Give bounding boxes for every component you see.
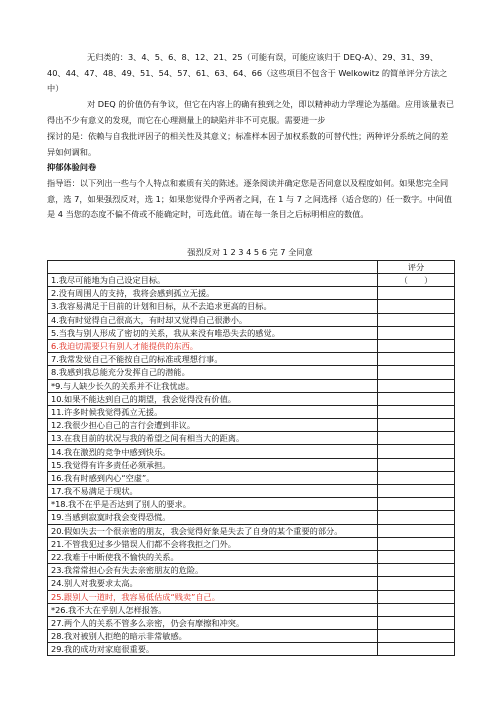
score-cell[interactable] (378, 445, 455, 458)
table-row (48, 458, 455, 471)
question-item: 8.我感到我总能充分发挥自己的潜能。 (48, 366, 378, 379)
score-cell[interactable] (378, 392, 455, 405)
question-item: 24.别人对我要求太高。 (48, 577, 378, 590)
table-row (48, 326, 455, 339)
score-cell[interactable] (378, 432, 455, 445)
table-row (48, 577, 455, 590)
table-row (48, 366, 455, 379)
question-item: 25.跟别人一道时，我容易低估成“贱卖”自己。 (48, 590, 378, 603)
table-row (48, 630, 455, 643)
score-cell[interactable] (378, 511, 455, 524)
score-cell[interactable] (378, 524, 455, 537)
score-cell[interactable] (378, 498, 455, 511)
table-row (48, 537, 455, 550)
question-item: 28.我对被别人拒绝的暗示非常敏感。 (48, 630, 378, 643)
score-cell[interactable] (378, 419, 455, 432)
table-row (48, 405, 455, 418)
score-cell[interactable] (378, 485, 455, 498)
question-item: 27.两个人的关系不管多么亲密，仍会有摩擦和冲突。 (48, 616, 378, 629)
question-item: *26.我不大在乎别人怎样报答。 (48, 603, 378, 616)
question-item: *18.我不在乎是否达到了别人的要求。 (48, 498, 378, 511)
unclassified-items-paragraph: 无归类的：3、4、5、6、8、12、21、25（可能有误，可能应该归于 DEQ-A）、29、31、39、40、44、47、48、49、51、54、57、61、63、64、66（这些项目不包含于 Welkowitz 的简单评分方法之中） (47, 52, 448, 93)
question-item: 12.我很少担心自己的言行会遭到非议。 (48, 419, 378, 432)
item-header-cell (48, 261, 378, 274)
table-row (48, 392, 455, 405)
score-cell[interactable] (378, 326, 455, 339)
question-item: 10.如果不能达到自己的期望，我会觉得没有价值。 (48, 392, 378, 405)
score-cell[interactable] (378, 287, 455, 300)
table-row (48, 603, 455, 616)
score-cell[interactable] (378, 630, 455, 643)
score-cell[interactable] (378, 550, 455, 563)
score-cell[interactable] (378, 379, 455, 392)
table-row (48, 353, 455, 366)
table-row (48, 445, 455, 458)
table-row (48, 471, 455, 484)
table-row (48, 643, 455, 656)
table-row (48, 419, 455, 432)
further-research-paragraph: 探讨的是：依赖与自我批评因子的相关性及其意义；标准样本因子加权系数的可替代性；两种评分系统之间的差异如何调和。 (47, 131, 449, 157)
question-item: 1.我尽可能地为自己设定目标。 (48, 274, 378, 287)
question-item: 23.我常常担心会有失去亲密朋友的危险。 (48, 564, 378, 577)
table-row (48, 590, 455, 603)
question-item: 4.我有时觉得自己很高大，有时却又觉得自己很渺小。 (48, 313, 378, 326)
table-row (48, 300, 455, 313)
table-header-row (48, 261, 455, 274)
question-item: 7.我常发觉自己不能按自己的标准或理想行事。 (48, 353, 378, 366)
score-cell[interactable]: （ ） (378, 274, 455, 287)
question-item: 5.当我与别人形成了密切的关系，我从来没有唯恐失去的感觉。 (48, 326, 378, 339)
question-item: 21.不管我犯过多少错误人们都不会将我拒之门外。 (48, 537, 378, 550)
score-cell[interactable] (378, 353, 455, 366)
score-cell[interactable] (378, 405, 455, 418)
table-row (48, 524, 455, 537)
table-row (48, 339, 455, 352)
question-item: 3.我容易满足于目前的计划和目标，从不去追求更高的目标。 (48, 300, 378, 313)
table-row (48, 498, 455, 511)
question-item: 20.假如失去一个很亲密的朋友，我会觉得好象是失去了自身的某个重要的部分。 (48, 524, 378, 537)
score-cell[interactable] (378, 300, 455, 313)
table-row (48, 313, 455, 326)
score-header: 评分 (378, 261, 455, 274)
question-item: *9.与人缺少长久的关系并不让我忧虑。 (48, 379, 378, 392)
question-item: 29.我的成功对家庭很重要。 (48, 643, 378, 656)
table-row (48, 274, 455, 287)
table-row (48, 287, 455, 300)
question-item: 16.我有时感到内心“空虚”。 (48, 471, 378, 484)
score-cell[interactable] (378, 458, 455, 471)
score-cell[interactable] (378, 603, 455, 616)
score-cell[interactable] (378, 577, 455, 590)
score-cell[interactable] (378, 471, 455, 484)
score-cell[interactable] (378, 590, 455, 603)
question-item: 14.我在激烈的竞争中感到快乐。 (48, 445, 378, 458)
question-item: 22.我难于中断使我不愉快的关系。 (48, 550, 378, 563)
questionnaire-table (47, 260, 455, 656)
table-row (48, 485, 455, 498)
question-item: 6.我迫切需要只有别人才能提供的东西。 (48, 339, 378, 352)
table-row (48, 564, 455, 577)
question-item: 17.我不易满足于现状。 (48, 485, 378, 498)
question-item: 11.许多时候我觉得孤立无援。 (48, 405, 378, 418)
score-cell[interactable] (378, 366, 455, 379)
question-item: 15.我觉得有许多责任必须承担。 (48, 458, 378, 471)
table-row (48, 550, 455, 563)
questionnaire-title: 抑郁体验问卷 (47, 162, 97, 172)
table-row (48, 616, 455, 629)
deq-evaluation-paragraph: 对 DEQ 的价值仍有争议，但它在内容上的确有独到之处，即以精神动力学理论为基础。应用该量表已得出不少有意义的发现，而它在心理测量上的缺陷并非不可克服。需要进一步 (47, 99, 455, 125)
score-cell[interactable] (378, 537, 455, 550)
score-cell[interactable] (378, 313, 455, 326)
table-row (48, 511, 455, 524)
rating-scale-line: 强烈反对 1 2 3 4 5 6 完 7 全同意 (187, 247, 313, 257)
table-row (48, 432, 455, 445)
question-item: 2.没有周围人的支持，我将会感到孤立无援。 (48, 287, 378, 300)
score-cell[interactable] (378, 339, 455, 352)
score-cell[interactable] (378, 616, 455, 629)
instructions-paragraph: 指导语：以下列出一些与个人特点和素质有关的陈述。逐条阅读并确定您是否同意以及程度如何。如果您完全同意，选 7，如果强烈反对，选 1；如果您觉得介乎两者之间，在 1 与 7 之间选择（适合您的）任一数字。中间值是 4 当您的态度不偏不倚或不能确定时，可选此值。请在每一条目之后标明相应的数值。 (47, 178, 452, 219)
question-item: 19.当感到寂寞时我会变得恐慌。 (48, 511, 378, 524)
score-cell[interactable] (378, 564, 455, 577)
question-item: 13.在我目前的状况与我的希望之间有相当大的距离。 (48, 432, 378, 445)
table-row (48, 379, 455, 392)
score-cell[interactable] (378, 643, 455, 656)
